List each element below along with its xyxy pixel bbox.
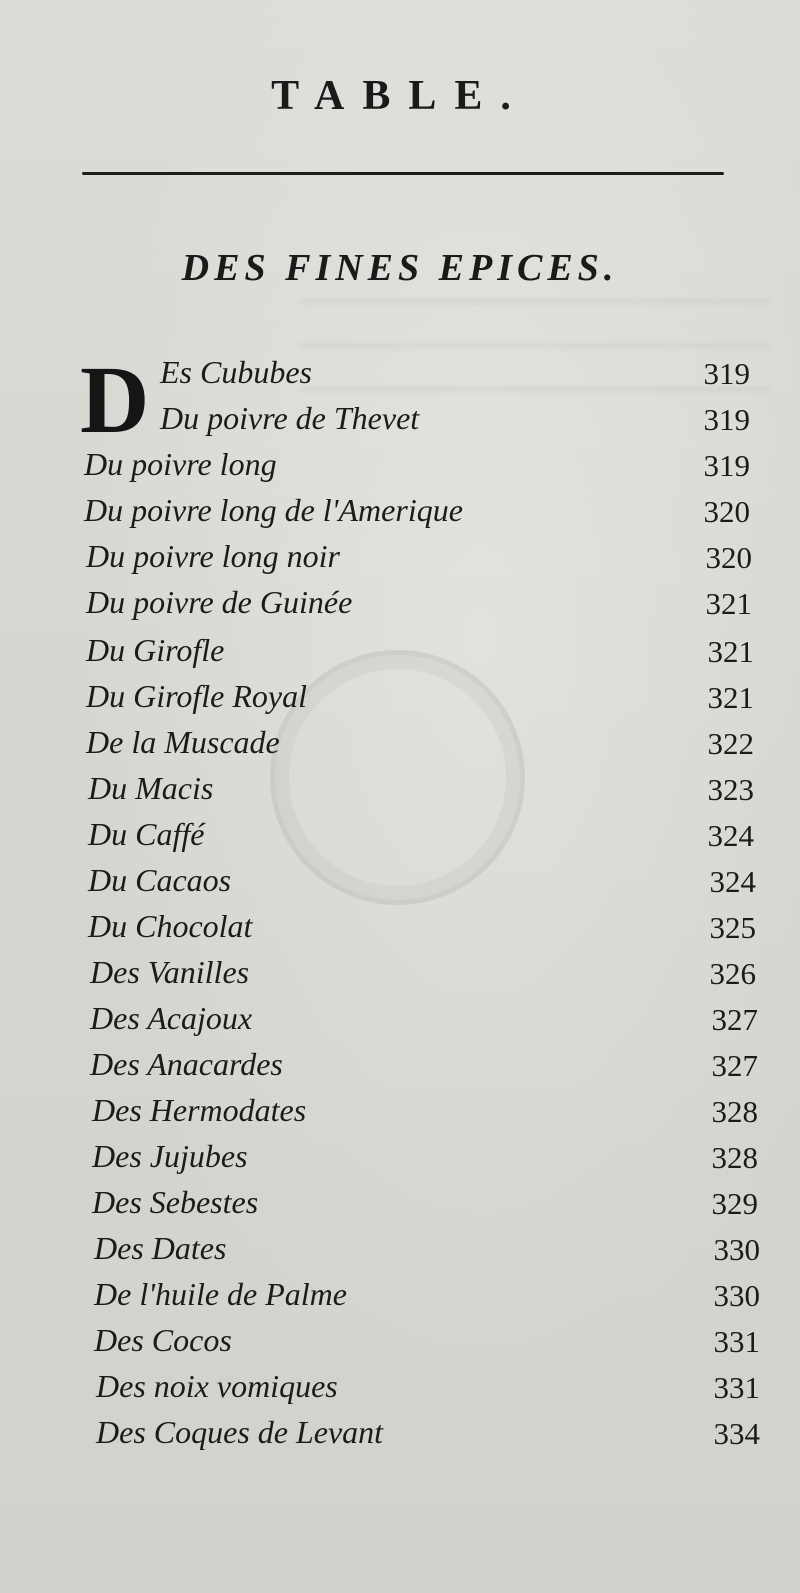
toc-entry-label: Des Sebestes	[92, 1184, 259, 1220]
toc-entry-page: 329	[711, 1186, 758, 1221]
toc-entry-label: Du Caffé	[88, 816, 205, 852]
toc-entry-page: 319	[703, 402, 750, 437]
toc-entry-page: 327	[711, 1048, 758, 1083]
toc-entry-label: Es Cububes	[160, 354, 312, 390]
toc-entry-label: Du Chocolat	[88, 908, 253, 944]
section-title: DES FINES EPICES.	[181, 247, 619, 289]
toc-entry-label: Du poivre long noir	[86, 538, 340, 574]
toc-entry-page: 320	[705, 540, 752, 575]
running-head: TABLE.	[271, 73, 529, 119]
drop-cap: D	[80, 346, 150, 453]
toc-entry-label: Des Cocos	[94, 1322, 232, 1358]
toc-entry-page: 319	[703, 356, 750, 391]
toc-entry-label: Du poivre de Thevet	[160, 400, 420, 436]
toc-entry-page: 331	[713, 1370, 760, 1405]
toc-entry-label: Des Anacardes	[90, 1046, 283, 1082]
toc-entry-page: 327	[711, 1002, 758, 1037]
toc-entry-page: 319	[703, 448, 750, 483]
toc-entry-label: Du poivre long	[84, 446, 277, 482]
toc-entry-page: 321	[707, 634, 754, 669]
toc-entry-label: De l'huile de Palme	[94, 1276, 347, 1312]
toc-entry-page: 320	[703, 494, 750, 529]
toc-entry-page: 326	[709, 956, 756, 991]
toc-entry-page: 323	[707, 772, 754, 807]
toc-entry-page: 330	[713, 1232, 760, 1267]
toc-entry-label: Du Macis	[88, 770, 214, 806]
toc-entry-page: 325	[709, 910, 756, 945]
toc-entry-label: Du poivre long de l'Amerique	[84, 492, 463, 528]
toc-entry-label: Du Cacaos	[88, 862, 232, 898]
toc-entry-label: Du Girofle	[86, 632, 225, 668]
toc-entry-label: Des Acajoux	[90, 1000, 253, 1036]
toc-entry-page: 324	[709, 864, 756, 899]
toc-entry-page: 321	[705, 586, 752, 621]
toc-entry-label: De la Muscade	[86, 724, 280, 760]
toc-entry-label: Du Girofle Royal	[86, 678, 307, 714]
toc-entry-label: Des Hermodates	[92, 1092, 307, 1128]
toc-entry-page: 324	[707, 818, 754, 853]
toc-entry-label: Des Coques de Levant	[96, 1414, 384, 1450]
toc-entry-label: Des Vanilles	[90, 954, 250, 990]
toc-entry-page: 328	[711, 1140, 758, 1175]
toc-entry-label: Des Dates	[94, 1230, 227, 1266]
toc-entry-page: 334	[713, 1416, 760, 1451]
toc-entry-page: 321	[707, 680, 754, 715]
toc-entry-page: 322	[707, 726, 754, 761]
toc-entry-label: Des noix vomiques	[96, 1368, 338, 1404]
toc-entry-label: Du poivre de Guinée	[86, 584, 353, 620]
toc-entry-page: 331	[713, 1324, 760, 1359]
toc-entry-page: 328	[711, 1094, 758, 1129]
toc-entry-page: 330	[713, 1278, 760, 1313]
toc-entry-label: Des Jujubes	[92, 1138, 248, 1174]
